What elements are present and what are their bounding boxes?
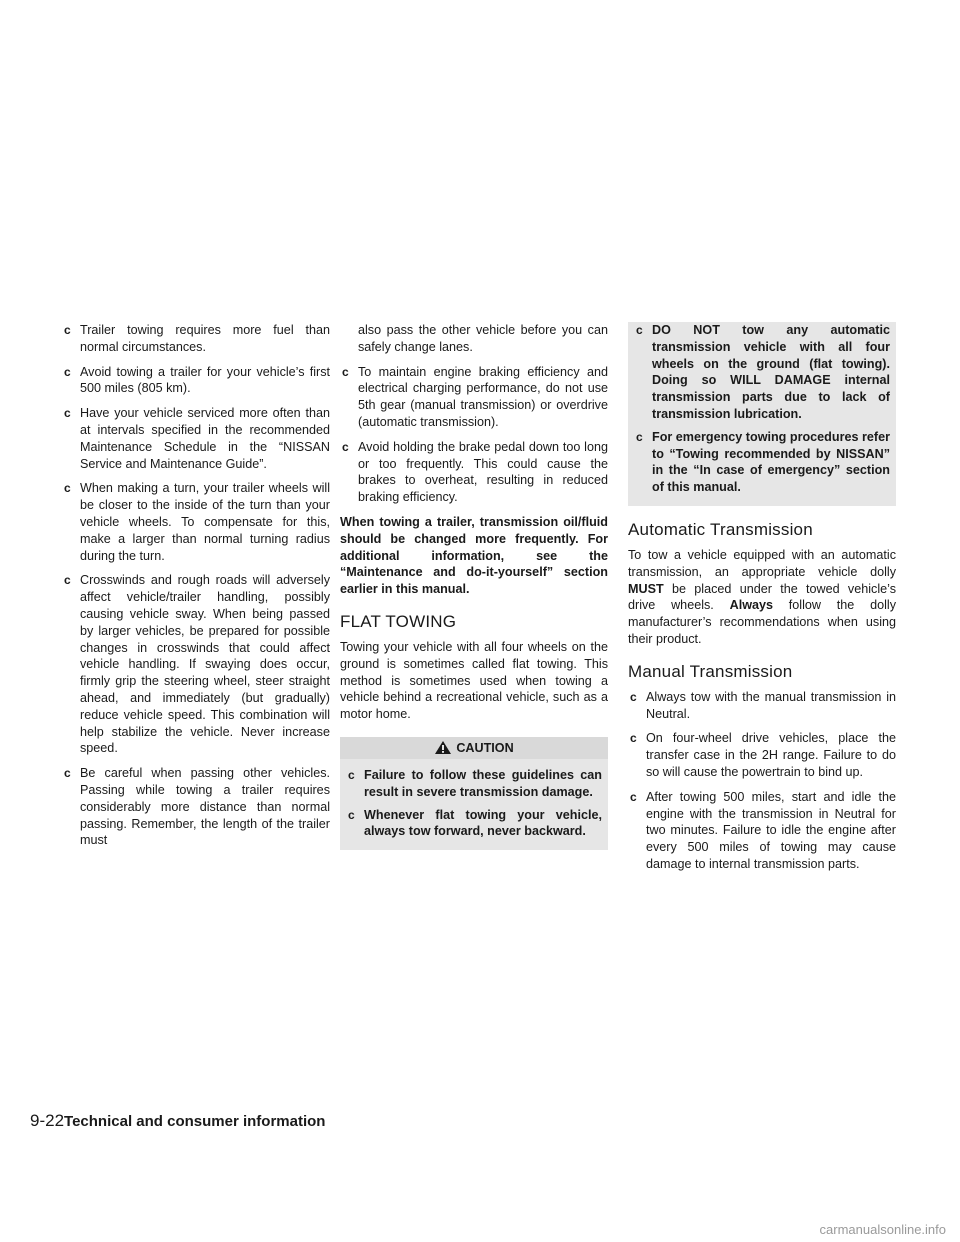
list-item: c On four-wheel drive vehicles, place the transfer case in the 2H range. Failure to do so will cause the powertrain to bind up. (630, 731, 896, 779)
list-item: c Avoid towing a trailer for your vehicle’s first 500 miles (805 km). (64, 364, 330, 396)
list-item: c Have your vehicle serviced more often than at intervals specified in the recommended Maintenance Schedule in the “NISSAN Service and Maintenance Guide”. (64, 406, 330, 471)
list-item: c Failure to follow these guidelines can result in severe transmission damage. (348, 767, 602, 799)
list-item: c Whenever flat towing your vehicle, always tow forward, never backward. (348, 807, 602, 839)
caution-header (340, 737, 608, 759)
list-item: c When making a turn, your trailer wheels will be closer to the inside of the turn than your vehicle wheels. To compensate for this, make a larger than normal turning radius during the turn. (64, 481, 330, 563)
caution-box-continued (628, 322, 896, 506)
list-item: c To maintain engine braking efficiency and electrical charging performance, do not use 5th gear (manual transmission) or overdrive (automatic transmission). (342, 364, 608, 429)
list-item: c Always tow with the manual transmission in Neutral. (630, 689, 896, 721)
caution-box (340, 759, 608, 850)
automatic-transmission-heading: Automatic Transmission (628, 519, 813, 539)
warning-triangle-icon (434, 740, 452, 755)
list-item: c After towing 500 miles, start and idle the engine with the transmission in Neutral for two minutes. Failure to idle the engine after every 500 miles of towing may cause damage to internal transmission parts. (630, 789, 896, 871)
list-item: c Be careful when passing other vehicles. Passing while towing a trailer requires considerably more distance than normal passing. Remember, the length of the trailer must (64, 766, 330, 848)
column-left (62, 322, 330, 857)
transmission-note: When towing a trailer, transmission oil/fluid should be changed more frequently. For additional information, see the “Maintenance and do-it-yourself” section earlier in this manual. (340, 514, 608, 597)
column-middle (340, 322, 608, 850)
list-item: c For emergency towing procedures refer to “Towing recommended by NISSAN” in the “In case of emergency” section of this manual. (636, 429, 890, 495)
continued-text: also pass the other vehicle before you can safely change lanes. (358, 323, 608, 354)
flat-towing-heading: FLAT TOWING (340, 611, 457, 631)
flat-towing-text: Towing your vehicle with all four wheels on the ground is sometimes called flat towing. This method is sometimes used when towing a vehicle behind a recreational vehicle, such as a motor home. (340, 639, 608, 722)
caution-label: CAUTION (456, 740, 514, 755)
manual-transmission-heading: Manual Transmission (628, 661, 793, 681)
list-item: c Crosswinds and rough roads will adversely affect vehicle/trailer handling, possibly causing vehicle sway. When being passed by larger vehicles, be prepared for possible changes in crosswinds that could affect vehicle handling. If swaying does occur, firmly grip the steering wheel, steer straight ahead, and immediately (but gradually) reduce vehicle speed. This combination will help stabilize the vehicle. Never increase speed. (64, 573, 330, 756)
list-item: c Avoid holding the brake pedal down too long or too frequently. This could cause the brakes to overheat, resulting in reduced braking efficiency. (342, 439, 608, 505)
list-item: c DO NOT tow any automatic transmission vehicle with all four wheels on the ground (flat towing). Doing so WILL DAMAGE internal transmission parts due to lack of transmission lubrication. (636, 323, 890, 421)
list-item: c Trailer towing requires more fuel than normal circumstances. (64, 323, 330, 354)
footer-section-title: Technical and consumer information (64, 1113, 326, 1130)
page-footer (30, 1111, 325, 1131)
automatic-transmission-text: To tow a vehicle equipped with an automatic transmission, an appropriate vehicle dolly MUST be placed under the towed vehicle’s drive wheels. Always follow the dolly manufacturer’s recommendations when using their product. (628, 547, 896, 646)
page-number: 9-22 (30, 1111, 65, 1130)
column-right (628, 322, 896, 881)
watermark: carmanualsonline.info (819, 1222, 946, 1237)
